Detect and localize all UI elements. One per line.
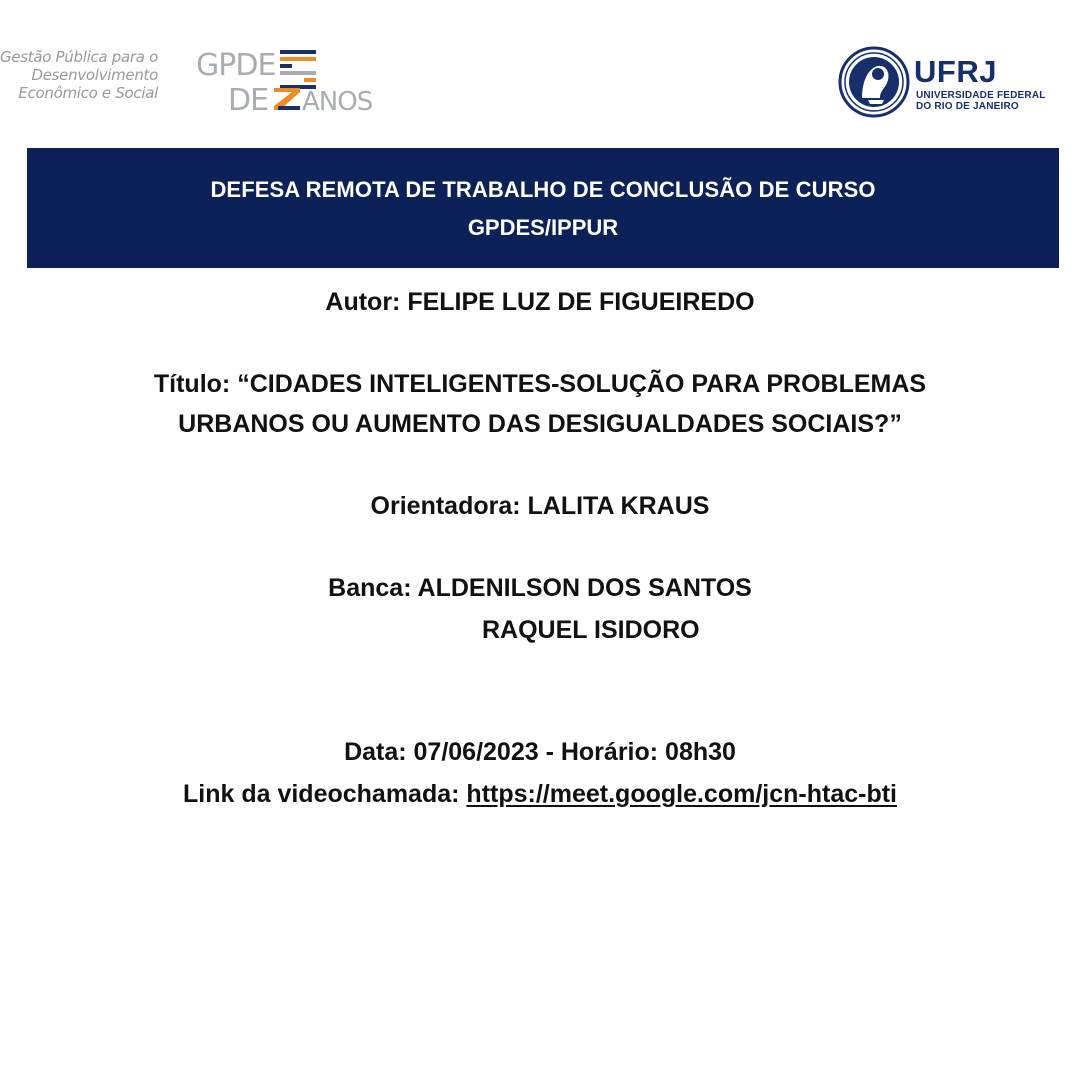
ufrj-seal-icon	[838, 42, 910, 122]
author-line: Autor: FELIPE LUZ DE FIGUEIREDO	[325, 288, 755, 316]
header-banner	[27, 148, 1059, 268]
ufrj-subtitle-line: DO RIO DE JANEIRO	[916, 101, 1019, 112]
video-call-label: Link da videochamada:	[183, 780, 467, 808]
board-line-2: RAQUEL ISIDORO	[482, 616, 700, 644]
date-time-line: Data: 07/06/2023 - Horário: 08h30	[344, 738, 736, 766]
title-line-2: URBANOS OU AUMENTO DAS DESIGUALDADES SOCIAIS?”	[178, 410, 902, 438]
gpdes-tagline	[0, 48, 158, 102]
gpdes-logo	[0, 42, 373, 118]
video-call-line	[0, 780, 1080, 809]
gpdes-mark-bottom-right: ANOS	[302, 87, 373, 117]
gpdes-s-stripes	[280, 50, 316, 89]
advisor-line: Orientadora: LALITA KRAUS	[370, 492, 710, 520]
banner-subtitle: GPDES/IPPUR	[467, 215, 619, 240]
ufrj-logo	[838, 42, 1048, 122]
ufrj-name: UFRJ	[914, 54, 997, 89]
banner-title: DEFESA REMOTA DE TRABALHO DE CONCLUSÃO DE CURSO	[210, 177, 876, 202]
video-call-link[interactable]: https://meet.google.com/jcn-htac-bti	[466, 780, 897, 808]
gpdes-tagline-line: Gestão Pública para o	[0, 48, 158, 66]
gpdes-mark-icon	[196, 44, 373, 118]
title-line-1: Título: “CIDADES INTELIGENTES-SOLUÇÃO PARA PROBLEMAS	[153, 370, 927, 398]
ufrj-subtitle	[916, 90, 1046, 112]
ufrj-subtitle-line: UNIVERSIDADE FEDERAL	[916, 90, 1046, 101]
gpdes-mark-top: GPDE	[196, 48, 276, 83]
gpdes-mark-bottom-left: DE	[228, 83, 269, 118]
gpdes-tagline-line: Desenvolvimento	[31, 66, 158, 84]
board-line-1: Banca: ALDENILSON DOS SANTOS	[328, 574, 752, 602]
gpdes-tagline-line: Econômico e Social	[18, 84, 158, 102]
gpdes-z-stripes	[274, 88, 300, 110]
